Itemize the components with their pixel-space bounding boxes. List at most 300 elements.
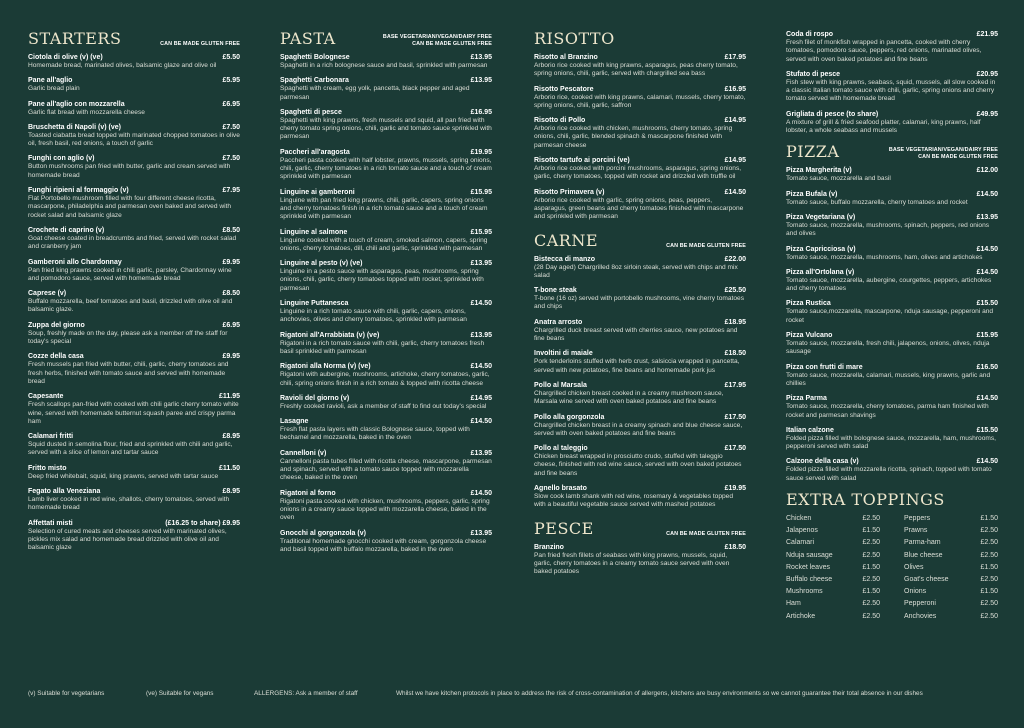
menu-item — [786, 331, 998, 357]
menu-item-header — [534, 156, 746, 165]
menu-item-description: T-bone (16 oz) served with portobello mushrooms, vine cherry tomatoes and chips — [534, 295, 744, 311]
menu-item — [280, 76, 492, 102]
menu-item — [28, 154, 240, 180]
menu-item-description: Goat cheese coated in breadcrumbs and fried, served with rocket salad and cranberry jam — [28, 234, 237, 251]
menu-item — [534, 444, 746, 478]
menu-item-name: Involtini di maiale — [534, 350, 593, 358]
topping-row — [786, 525, 880, 537]
menu-item — [280, 331, 492, 357]
menu-item — [28, 76, 240, 93]
menu-item-name: Affettati misti — [28, 519, 73, 527]
menu-item — [280, 148, 492, 182]
menu-item-price: £16.95 — [470, 108, 492, 116]
menu-item-header — [28, 100, 240, 109]
starters-header — [28, 30, 240, 48]
menu-item — [28, 186, 240, 220]
menu-item — [280, 299, 492, 325]
topping-price: £2.50 — [980, 527, 998, 535]
menu-item-description: Slow cook lamb shank with red wine, rosemary & vegetables topped with a beautiful vegetable sauce served with mashed potatoes — [534, 493, 734, 509]
menu-item — [534, 116, 746, 150]
menu-item-header — [280, 259, 492, 268]
menu-item-description: Cannelloni pasta tubes filled with ricotta cheese, mascarpone, parmesan and spinach, served with a tomato sauce topped with mozzarella cheese, baked in the oven — [280, 457, 492, 482]
menu-item-header — [28, 392, 240, 401]
menu-item-name: Pizza all'Ortolana (v) — [786, 268, 855, 276]
menu-item-name: Zuppa del giorno — [28, 321, 85, 329]
menu-item-name: Rigatoni all'Arrabbiata (v) (ve) — [280, 331, 380, 339]
menu-item-description: Flat Portobello mushroom filled with four different cheese ricotta, mascarpone, philadelphia and parmesan oven baked and served with rocket salad and balsamic glaze — [28, 195, 232, 219]
menu-item-name: Cannelloni (v) — [280, 449, 327, 457]
topping-price: £1.50 — [862, 563, 880, 571]
menu-item — [28, 226, 240, 252]
menu-item — [786, 245, 998, 262]
menu-item — [786, 166, 998, 183]
menu-item-header — [786, 363, 998, 372]
menu-item-price: £15.50 — [976, 300, 998, 308]
menu-item-header — [280, 489, 492, 498]
menu-item-header — [280, 331, 492, 340]
topping-row — [904, 537, 998, 549]
menu-item — [280, 417, 492, 443]
menu-item-price: £15.95 — [976, 332, 998, 340]
menu-item-name: Spaghetti di pesce — [280, 108, 342, 116]
menu-item-price: £17.50 — [724, 445, 746, 453]
menu-item-name: Risotto Primavera (v) — [534, 188, 605, 196]
menu-item-name: Linguine ai gamberoni — [280, 188, 355, 196]
menu-item-price: £20.95 — [976, 70, 998, 78]
menu-item-price: £17.95 — [724, 381, 746, 389]
menu-item-header — [280, 417, 492, 426]
menu-item-description: Spaghetti with king prawns, fresh mussels and squid, all pan fried with cherry tomato spring onions, chili, garlic and tomato sauce sprinkled with parmesan — [280, 116, 492, 141]
menu-item-name: Risotto Pescatore — [534, 85, 594, 93]
menu-item-header — [280, 108, 492, 117]
pesce-note — [666, 531, 746, 538]
menu-item-description: Traditional homemade gnocchi cooked with cream, gorgonzola cheese and basil topped with buffalo mozzarella, baked in the oven — [280, 537, 487, 553]
menu-item-header — [534, 444, 746, 453]
menu-item-price: £8.50 — [222, 226, 240, 234]
menu-item-description: Selection of cured meats and cheeses served with marinated olives, pickles mix salad and homemade bread drizzled with olive oil and balsamic glaze — [28, 527, 227, 552]
menu-item-name: Capesante — [28, 393, 64, 401]
fish-pizza-column — [786, 30, 998, 623]
menu-item-header — [534, 381, 746, 390]
menu-item-name: Bistecca di manzo — [534, 255, 596, 263]
menu-item — [534, 318, 746, 344]
menu-item-name: Fritto misto — [28, 464, 67, 472]
menu-item-header — [534, 188, 746, 197]
menu-item — [280, 228, 492, 254]
menu-item-price: £13.95 — [470, 260, 492, 268]
menu-item-header — [28, 226, 240, 235]
topping-name: Mushrooms — [786, 588, 823, 596]
menu-item-description: Rigatoni pasta cooked with chicken, mushrooms, peppers, garlic, spring onions in a creamy sauce topped with mozzarella cheese, baked in the oven — [280, 497, 490, 522]
topping-name: Artichoke — [786, 612, 816, 620]
menu-item-name: Branzino — [534, 543, 564, 551]
carne-note-line: CAN BE MADE GLUTEN FREE — [666, 242, 746, 249]
menu-item-header — [786, 299, 998, 308]
topping-row — [786, 598, 880, 610]
carne-header — [534, 232, 746, 250]
menu-item — [28, 258, 240, 284]
topping-price: £2.50 — [862, 539, 880, 547]
topping-price: £1.50 — [862, 588, 880, 596]
menu-item-description: Arborio rice cooked with chicken, mushrooms, cherry tomato, spring onions, chili, garlic, blended spinach & mascarpone finished with parmesan cheese — [534, 125, 733, 149]
menu-item-name: Cozze della casa — [28, 353, 84, 361]
risotto-title: RISOTTO — [534, 29, 615, 48]
pasta-title: PASTA — [280, 29, 336, 48]
menu-item-price: £14.95 — [724, 117, 746, 125]
menu-item-name: Risotto di Pollo — [534, 117, 586, 125]
menu-item-header — [786, 70, 998, 79]
menu-item-header — [534, 484, 746, 493]
menu-item-header — [786, 30, 998, 39]
menu-item-description: Folded pizza filled with mozzarella ricotta, spinach, topped with tomato sauce served with salad — [786, 466, 992, 482]
topping-price: £1.50 — [980, 563, 998, 571]
menu-item — [280, 108, 492, 142]
menu-item-description: Tomato sauce, buffalo mozzarella, cherry tomatoes and rocket — [786, 198, 968, 206]
menu-item-header — [28, 76, 240, 85]
menu-item — [534, 381, 746, 407]
menu-item — [534, 349, 746, 375]
menu-item-name: Pizza Bufala (v) — [786, 190, 838, 198]
menu-item-description: Garlic bread plain — [28, 85, 80, 93]
risotto-header — [534, 30, 746, 48]
menu-item — [28, 321, 240, 347]
menu-item-description: Arborio rice cooked with garlic, spring onions, peas, peppers, asparagus, green beans and cherry tomatoes finished with mascarpone and sprinkled with parmesan — [534, 196, 744, 221]
menu-item-header — [280, 76, 492, 85]
topping-name: Calamari — [786, 539, 815, 547]
topping-price: £2.50 — [862, 612, 880, 620]
starters-note-line: CAN BE MADE GLUTEN FREE — [160, 41, 240, 47]
footer-disclaimer: Whilst we have kitchen protocols in place to address the risk of cross-contamination of allergens, kitchens are busy environments so we cannot guarantee their total absence in our dishes — [396, 690, 923, 697]
toppings-grid — [786, 513, 998, 623]
topping-row — [786, 611, 880, 623]
menu-item-name: Fegato alla Veneziana — [28, 488, 101, 496]
menu-item-name: Risotto tartufo ai porcini (ve) — [534, 157, 630, 165]
menu-item-description: Toasted ciabatta bread topped with marinated chopped tomatoes in olive oil, fresh basil, red onions, a touch of garlic — [28, 131, 240, 148]
menu-item — [534, 188, 746, 222]
topping-row — [786, 513, 880, 525]
menu-item-name: Pizza Rustica — [786, 300, 831, 308]
menu-item-name: Pizza Vulcano — [786, 332, 833, 340]
menu-item-name: Spaghetti Carbonara — [280, 77, 349, 85]
menu-item-price: £14.50 — [470, 300, 492, 308]
menu-item — [28, 352, 240, 386]
menu-item-price: £14.50 — [976, 190, 998, 198]
starters-section — [28, 30, 240, 553]
menu-item-name: Lasagne — [280, 418, 309, 426]
menu-item — [534, 255, 746, 281]
menu-item-description: (28 Day aged) Chargrilled 8oz sirloin steak, served with chips and mix salad — [534, 263, 738, 279]
menu-item-header — [534, 255, 746, 264]
menu-item — [280, 362, 492, 388]
menu-item-description: Fish stew with king prawns, seabass, squid, mussels, all slow cooked in a classic Italian tomato sauce with chili, garlic, spring onions and cherry tomato served with homemade bread — [786, 78, 996, 103]
menu-item-price: £16.50 — [976, 363, 998, 371]
menu-item-price: £7.95 — [222, 187, 240, 195]
menu-item-price: £18.95 — [724, 318, 746, 326]
starters-column — [28, 30, 240, 559]
menu-item — [786, 299, 998, 325]
topping-name: Onions — [904, 588, 927, 596]
pizza-note — [889, 147, 998, 161]
pizza-note-line: BASE VEGETARIAN/VEGAN/DAIRY FREE — [888, 147, 998, 154]
menu-item-description: Button mushrooms pan fried with butter, garlic and cream served with homemade bread — [28, 163, 231, 179]
menu-item-name: Agnello brasato — [534, 485, 587, 493]
topping-row — [904, 586, 998, 598]
topping-name: Chicken — [786, 515, 812, 523]
topping-price: £1.50 — [862, 527, 880, 535]
pesce-section — [534, 520, 746, 577]
menu-item-name: Anatra arrosto — [534, 318, 583, 326]
menu-item — [786, 70, 998, 104]
topping-price: £1.50 — [980, 588, 998, 596]
menu-item-price: £13.95 — [470, 54, 492, 61]
topping-price: £2.50 — [980, 539, 998, 547]
menu-item-header — [28, 321, 240, 330]
menu-item-header — [28, 258, 240, 267]
risotto-section — [534, 30, 746, 222]
topping-row — [786, 562, 880, 574]
menu-item-header — [280, 529, 492, 538]
menu-item-header — [534, 413, 746, 422]
menu-item — [534, 413, 746, 439]
menu-item-name: Funghi con aglio (v) — [28, 155, 95, 163]
menu-item-price: £15.50 — [976, 426, 998, 434]
menu-item — [28, 100, 240, 117]
menu-item-description: Chicken breast wrapped in prosciutto crudo, stuffed with taleggio cheese, finished with red wine sauce, served with oven baked potatoes and fine beans — [534, 453, 742, 477]
pasta-section — [280, 30, 492, 554]
topping-row — [904, 574, 998, 586]
topping-name: Prawns — [904, 527, 928, 535]
pasta-header — [280, 30, 492, 48]
menu-item-price: £14.50 — [470, 363, 492, 371]
menu-item-description: Buffalo mozzarella, beef tomatoes and basil, drizzled with olive oil and balsamic glaze. — [28, 298, 233, 314]
menu-item — [28, 487, 240, 513]
menu-item — [534, 484, 746, 510]
menu-item-header — [280, 299, 492, 308]
menu-item-name: Coda di rospo — [786, 31, 834, 38]
menu-item — [28, 464, 240, 481]
menu-item-description: Tomato sauce, mozzarella, mushrooms, ham, olives and artichokes — [786, 253, 983, 261]
menu-item-price: £16.95 — [724, 85, 746, 93]
topping-row — [786, 537, 880, 549]
menu-item-description: Deep fried whitebait, squid, king prawns, served with tartar sauce — [28, 472, 219, 480]
menu-item-description: Garlic flat bread with mozzarella cheese — [28, 108, 145, 116]
menu-item — [28, 519, 240, 553]
menu-item-header — [786, 457, 998, 466]
menu-item-header — [280, 148, 492, 157]
topping-name: Jalapenos — [786, 527, 818, 535]
menu-item-description: Lamb liver cooked in red wine, shallots, cherry tomatoes, served with homemade bread — [28, 496, 230, 512]
menu-item — [280, 53, 492, 70]
topping-name: Goat's cheese — [904, 576, 949, 584]
topping-name: Buffalo cheese — [786, 576, 833, 584]
menu-item-name: Rigatoni al forno — [280, 489, 336, 497]
menu-item-price: (£16.25 to share) £9.95 — [165, 519, 240, 527]
menu-item-price: £49.95 — [976, 110, 998, 118]
menu-item-price: £9.95 — [222, 353, 240, 361]
menu-item-header — [28, 289, 240, 298]
pesce-continued-section — [786, 30, 998, 135]
topping-row — [904, 598, 998, 610]
menu-item-name: Spaghetti Bolognese — [280, 54, 350, 61]
menu-item-name: Pollo al taleggio — [534, 445, 588, 453]
toppings-left-list — [786, 513, 880, 623]
menu-item — [280, 529, 492, 555]
menu-item-price: £6.95 — [222, 100, 240, 108]
menu-item — [786, 213, 998, 239]
menu-item-description: Squid dusted in semolina flour, fried and sprinkled with chili and garlic, served with a slice of lemon and tartar sauce — [28, 441, 233, 457]
menu-item-name: Pizza con frutti di mare — [786, 363, 863, 371]
menu-item — [28, 392, 240, 426]
topping-name: Pepperoni — [904, 600, 936, 608]
menu-item-price: £8.50 — [222, 290, 240, 298]
topping-row — [786, 574, 880, 586]
menu-item-header — [534, 543, 746, 552]
topping-price: £2.50 — [980, 600, 998, 608]
menu-item-name: Linguine al salmone — [280, 228, 348, 236]
menu-item-description: Arborio rice cooked with king prawns, asparagus, peas cherry tomato, spring onions, chili, garlic, served with chargrilled sea bass — [534, 62, 738, 78]
menu-item-description: Freshly cooked ravioli, ask a member of staff to find out today's special — [280, 402, 487, 410]
menu-item-name: Caprese (v) — [28, 290, 67, 298]
menu-item-name: Grigliata di pesce (to share) — [786, 110, 879, 118]
topping-name: Rocket leaves — [786, 563, 830, 571]
topping-name: Olives — [904, 563, 924, 571]
topping-row — [904, 562, 998, 574]
menu-item-header — [28, 464, 240, 473]
menu-item-description: Pork tenderloins stuffed with herb crust, salsiccia wrapped in pancetta, served with new potatoes, fine beans and homemade pork jus — [534, 358, 740, 374]
menu-item-name: Paccheri all'aragosta — [280, 148, 350, 156]
extra-toppings-section — [786, 491, 998, 623]
menu-item-header — [280, 449, 492, 458]
menu-item-description: Paccheri pasta cooked with half lobster, prawns, mussels, spring onions, chili, garlic, cherry tomatoes in a rich tomato sauce and a touch of cream sprinkled with parmesan — [280, 156, 492, 181]
menu-item-name: Pane all'aglio con mozzarella — [28, 100, 125, 108]
topping-price: £2.50 — [980, 551, 998, 559]
menu-item-price: £11.95 — [218, 393, 240, 401]
menu-item-name: Crochete di caprino (v) — [28, 226, 105, 234]
menu-item-header — [786, 213, 998, 222]
menu-item-header — [534, 116, 746, 125]
menu-item-description: Pan fried king prawns cooked in chili garlic, parsley, Chardonnay wine and pomodoro sauce, served with homemade bread — [28, 266, 232, 282]
menu-item-price: £13.95 — [470, 331, 492, 339]
menu-item — [786, 457, 998, 483]
menu-item — [786, 268, 998, 294]
menu-item-header — [786, 268, 998, 277]
menu-item-description: Chargrilled duck breast served with cherries sauce, new potatoes and fine beans — [534, 326, 738, 343]
topping-name: Blue cheese — [904, 551, 943, 559]
menu-item-price: £5.95 — [222, 77, 240, 85]
menu-item-description: Arborio rice, cooked with king prawns, calamari, mussels, cherry tomato, spring onions, chili, garlic, saffron — [534, 93, 746, 109]
menu-item-description: Linguine in a rich tomato sauce with chili, garlic, capers, onions, anchovies, olives and cherry tomatoes, sprinkled with parmesan — [280, 308, 467, 324]
topping-price: £2.50 — [862, 515, 880, 523]
menu-item-description: Arborio rice cooked with porcini mushrooms, asparagus, spring onions, garlic, cherry tomatoes, topped with rocket and drizzled with truffle oil — [534, 165, 742, 181]
menu-item-price: £25.50 — [724, 287, 746, 295]
menu-item — [280, 489, 492, 523]
menu-item-header — [786, 331, 998, 340]
menu-item-price: £13.95 — [470, 449, 492, 457]
menu-item-description: Linguine cooked with a touch of cream, smoked salmon, capers, spring onions, cherry tomatoes, dill, chili and garlic, sprinkled with parmesan — [280, 236, 488, 252]
menu-item-price: £8.95 — [222, 433, 240, 441]
pizza-header — [786, 143, 998, 161]
menu-item-description: Rigatoni in a rich tomato sauce with chili, garlic, cherry tomatoes fresh basil sprinkled with parmesan — [280, 339, 485, 355]
menu-item-price: £9.95 — [222, 258, 240, 266]
menu-item-name: Pizza Vegetariana (v) — [786, 213, 856, 221]
menu-item-header — [534, 286, 746, 295]
menu-item-name: Calzone della casa (v) — [786, 458, 859, 466]
toppings-right-list — [904, 513, 998, 623]
menu-item — [534, 53, 746, 79]
menu-item-price: £14.50 — [470, 489, 492, 497]
menu-item-price: £13.95 — [470, 529, 492, 537]
pizza-title: PIZZA — [786, 142, 840, 162]
menu-item-price: £14.95 — [724, 157, 746, 165]
menu-item-description: Linguine with pan fried king prawns, chili, garlic, capers, spring onions and cherry tomatoes finish in a rich tomato sauce and a touch of cream sprinkled with parmesan — [280, 196, 488, 221]
menu-item-name: Bruschetta di Napoli (v) (ve) — [28, 123, 121, 131]
menu-item-header — [280, 228, 492, 237]
menu-item-name: Pizza Capricciosa (v) — [786, 245, 856, 253]
menu-item-name: Stufato di pesce — [786, 70, 841, 78]
topping-row — [904, 525, 998, 537]
topping-name: Ham — [786, 600, 801, 608]
menu-item-header — [28, 487, 240, 496]
topping-row — [904, 513, 998, 525]
menu-item — [786, 110, 998, 136]
menu-item-description: Fresh flat pasta layers with classic Bolognese sauce, topped with bechamel and mozzarella, baked in the oven — [280, 426, 470, 442]
menu-item — [280, 394, 492, 411]
menu-item-price: £15.95 — [470, 228, 492, 236]
menu-item-description: Soup, freshly made on the day, please ask a member off the staff for today's special — [28, 329, 228, 346]
menu-item-price: £14.50 — [470, 418, 492, 426]
menu-item — [280, 259, 492, 293]
menu-item-price: £13.95 — [470, 77, 492, 85]
menu-item-description: Pan fried fresh fillets of seabass with king prawns, mussels, squid, garlic, cherry tomatoes in a creamy tomato sauce served with oven baked potatoes — [534, 551, 730, 576]
menu-item-name: Funghi ripieni al formaggio (v) — [28, 187, 129, 195]
menu-item-price: £11.50 — [218, 464, 240, 472]
menu-item-price: £12.00 — [976, 167, 998, 175]
menu-item-header — [28, 186, 240, 195]
menu-item — [786, 394, 998, 420]
menu-item-description: Fresh scallops pan-fried with cooked with chili garlic cherry tomato white wine, served with homemade butternut squash paree and crispy parma ham — [28, 401, 239, 425]
menu-item-name: Ciotola di olive (v) (ve) — [28, 54, 103, 61]
menu-item-name: Gnocchi al gorgonzola (v) — [280, 529, 366, 537]
menu-item-header — [786, 166, 998, 175]
menu-item — [534, 156, 746, 182]
topping-name: Nduja sausage — [786, 551, 833, 559]
menu-item-name: Calamari fritti — [28, 433, 74, 441]
menu-item — [786, 190, 998, 207]
menu-item — [28, 53, 240, 70]
topping-row — [786, 586, 880, 598]
menu-item-price: £18.50 — [724, 543, 746, 551]
menu-item-header — [28, 154, 240, 163]
menu-item-description: Homemade bread, marinated olives, balsamic glaze and olive oil — [28, 62, 217, 69]
footer-allergens-note: ALLERGENS: Ask a member of staff — [254, 690, 358, 697]
menu-item-header — [786, 190, 998, 199]
menu-item-description: Chargrilled chicken breast in a creamy spinach and blue cheese sauce, served with oven baked potatoes and fine beans — [534, 421, 743, 437]
menu-item — [280, 188, 492, 222]
footer-vegetarian-note: (v) Suitable for vegetarians — [28, 690, 105, 697]
menu-item-description: Tomato sauce, mozzarella, fresh chili, jalapenos, onions, olives, nduja sausage — [786, 340, 990, 356]
menu-item-description: Spaghetti in a rich bolognese sauce and basil, sprinkled with parmesan — [280, 62, 488, 69]
menu-item-description: Spaghetti with cream, egg yolk, pancetta, black pepper and aged parmesan — [280, 85, 470, 101]
menu-item-name: Pizza Parma — [786, 395, 827, 403]
topping-row — [786, 550, 880, 562]
menu-item-price: £14.50 — [976, 268, 998, 276]
menu-item-price: £14.50 — [724, 188, 746, 196]
menu-item-description: Tomato sauce, mozzarella, calamari, mussels, king prawns, garlic and chillies — [786, 371, 991, 387]
risotto-carne-pesce-column — [534, 30, 746, 583]
menu-item-header — [786, 245, 998, 254]
pasta-note-line: CAN BE MADE GLUTEN FREE — [412, 41, 492, 47]
menu-item — [534, 286, 746, 312]
